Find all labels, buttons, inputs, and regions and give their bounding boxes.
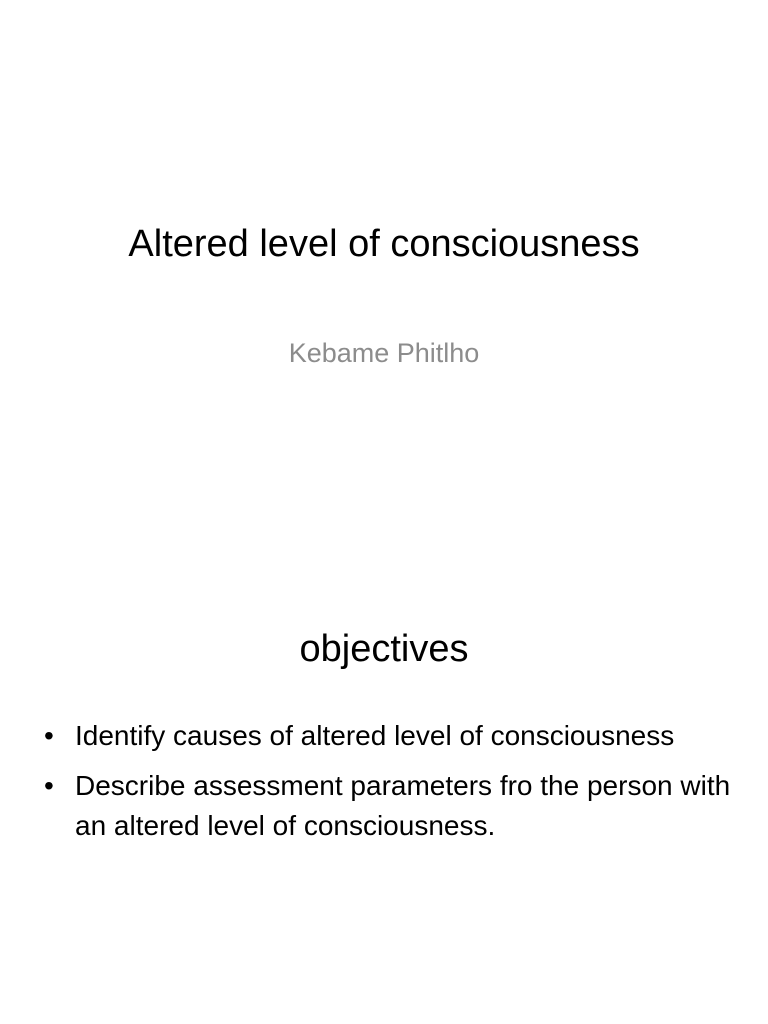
bullet-text: Identify causes of altered level of consciousness	[75, 720, 675, 751]
bullet-icon: •	[44, 770, 54, 801]
slide-title: objectives	[299, 628, 469, 670]
slide-subtitle-author: Kebame Phitlho	[288, 338, 480, 368]
objectives-slide	[0, 576, 768, 1024]
bullet-icon: •	[44, 720, 54, 751]
bullet-item	[44, 766, 744, 846]
bullet-list	[44, 716, 744, 856]
bullet-item	[44, 716, 744, 756]
slide-title: Altered level of consciousness	[128, 223, 640, 265]
bullet-text: Describe assessment parameters fro the person with an altered level of consciousness.	[75, 770, 731, 841]
